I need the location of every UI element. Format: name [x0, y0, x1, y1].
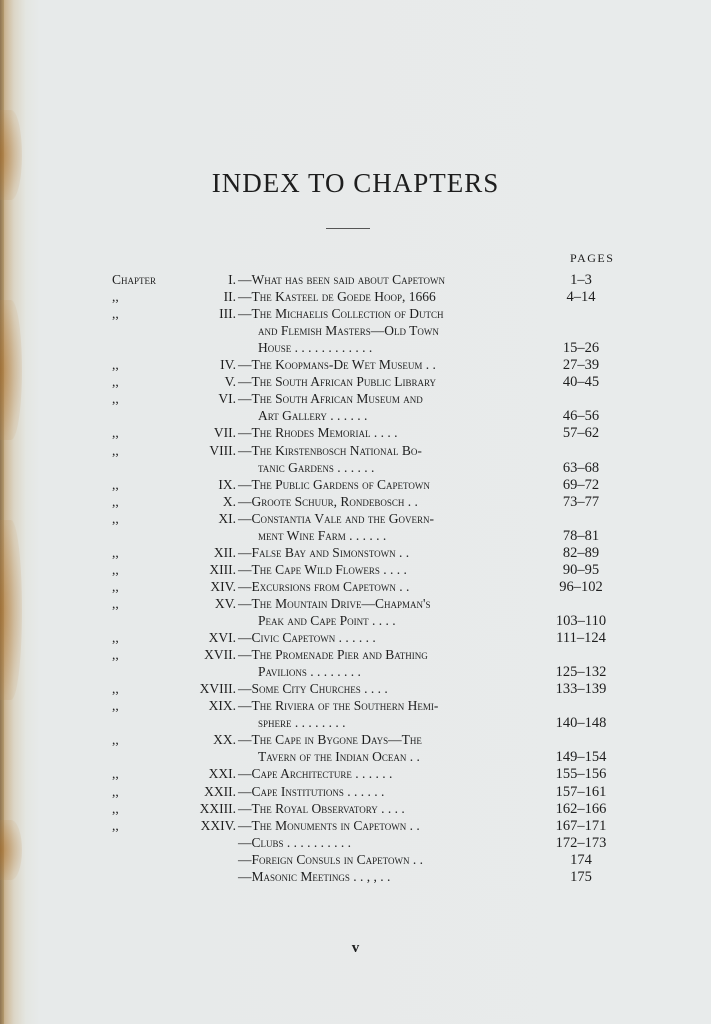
- index-row: [0, 424, 711, 442]
- chapter-number: XIX.: [208, 698, 236, 713]
- chapter-title: —The Rhodes Memorial . . . .: [238, 425, 398, 440]
- chapter-number: XIII.: [209, 562, 236, 577]
- index-row: [0, 288, 711, 306]
- row-lead: ,,: [112, 443, 119, 458]
- page-range: 46–56: [562, 408, 600, 424]
- index-row: [0, 459, 711, 477]
- chapter-title: —False Bay and Simonstown . .: [238, 545, 410, 560]
- row-lead: ,,: [112, 766, 119, 781]
- index-row: [0, 510, 711, 528]
- chapter-number: X.: [222, 494, 236, 509]
- row-lead: ,,: [112, 425, 119, 440]
- chapter-title: —Masonic Meetings . . , , . .: [238, 869, 391, 884]
- chapter-title-continued: House . . . . . . . . . . . .: [258, 340, 373, 355]
- chapter-title: —The Koopmans-De Wet Museum . .: [238, 357, 436, 372]
- chapter-number: VI.: [218, 391, 236, 406]
- page-range: 175: [570, 869, 592, 885]
- page-range: 155–156: [555, 766, 607, 782]
- chapter-title: —The Promenade Pier and Bathing: [238, 647, 428, 662]
- chapter-title: —The Public Gardens of Capetown: [238, 477, 430, 492]
- page-range: 78–81: [562, 528, 600, 544]
- chapter-title: —The Michaelis Collection of Dutch: [238, 306, 444, 321]
- page-range: 90–95: [562, 562, 600, 578]
- index-row: [0, 373, 711, 391]
- index-row: [0, 765, 711, 783]
- chapter-title-continued: Tavern of the Indian Ocean . .: [258, 749, 420, 764]
- chapter-number: VIII.: [209, 443, 236, 458]
- chapter-title-continued: Art Gallery . . . . . .: [258, 408, 368, 423]
- chapter-title-continued: sphere . . . . . . . .: [258, 715, 346, 730]
- index-row: [0, 305, 711, 323]
- row-lead: ,,: [112, 596, 119, 611]
- row-lead: ,,: [112, 630, 119, 645]
- row-lead: ,,: [112, 391, 119, 406]
- page-range: 111–124: [556, 630, 606, 646]
- page-range: 73–77: [562, 494, 600, 510]
- page-range: 140–148: [555, 715, 607, 731]
- index-row: [0, 442, 711, 460]
- page-range: 1–3: [570, 272, 592, 288]
- page-range: 125–132: [555, 664, 607, 680]
- index-row: [0, 407, 711, 425]
- chapter-title: —The Kirstenbosch National Bo-: [238, 443, 422, 458]
- chapter-number: IV.: [220, 357, 236, 372]
- index-row: [0, 612, 711, 630]
- index-row: [0, 663, 711, 681]
- page-range: 167–171: [555, 818, 607, 834]
- page-range: 172–173: [555, 835, 607, 851]
- chapter-title: —Civic Capetown . . . . . .: [238, 630, 376, 645]
- page-range: 82–89: [562, 545, 600, 561]
- page-range: 63–68: [562, 460, 600, 476]
- row-lead: ,,: [112, 357, 119, 372]
- page-range: 157–161: [555, 784, 607, 800]
- row-lead: ,,: [112, 732, 119, 747]
- chapter-number: III.: [219, 306, 236, 321]
- page-range: 149–154: [555, 749, 607, 765]
- row-lead: ,,: [112, 784, 119, 799]
- page-range: 174: [570, 852, 592, 868]
- row-lead: ,,: [112, 374, 119, 389]
- row-lead: ,,: [112, 818, 119, 833]
- chapter-title: —The South African Museum and: [238, 391, 423, 406]
- chapter-number: XVIII.: [199, 681, 236, 696]
- page-range: 96–102: [559, 579, 603, 595]
- row-lead: ,,: [112, 477, 119, 492]
- chapter-title: —Constantia Vale and the Govern-: [238, 511, 435, 526]
- chapter-number: XIV.: [210, 579, 236, 594]
- index-row: [0, 356, 711, 374]
- row-lead: ,,: [112, 494, 119, 509]
- index-row: [0, 476, 711, 494]
- chapter-number: XXI.: [208, 766, 236, 781]
- title-divider: [326, 228, 370, 229]
- chapter-title: —Cape Architecture . . . . . .: [238, 766, 393, 781]
- chapter-number: XVII.: [204, 647, 236, 662]
- index-row: [0, 322, 711, 340]
- chapter-number: IX.: [218, 477, 236, 492]
- row-lead: ,,: [112, 801, 119, 816]
- row-lead: ,,: [112, 579, 119, 594]
- row-lead: ,,: [112, 511, 119, 526]
- chapter-number: XXII.: [204, 784, 236, 799]
- row-lead: ,,: [112, 681, 119, 696]
- chapter-title: —Groote Schuur, Rondebosch . .: [238, 494, 418, 509]
- page-range: 133–139: [555, 681, 607, 697]
- page-title: INDEX TO CHAPTERS: [211, 168, 500, 198]
- index-row: [0, 527, 711, 545]
- index-row: [0, 800, 711, 818]
- chapter-title: —The Kasteel de Goede Hoop, 1666: [238, 289, 436, 304]
- index-row: [0, 748, 711, 766]
- chapter-title: —The Cape Wild Flowers . . . .: [238, 562, 407, 577]
- index-row: [0, 595, 711, 613]
- chapter-title-continued: and Flemish Masters—Old Town: [258, 323, 439, 338]
- index-row: [0, 851, 711, 869]
- chapter-title: —Clubs . . . . . . . . . .: [238, 835, 352, 850]
- index-row: [0, 731, 711, 749]
- chapter-title-continued: tanic Gardens . . . . . .: [258, 460, 375, 475]
- page-range: 15–26: [562, 340, 600, 356]
- row-lead: ,,: [112, 562, 119, 577]
- chapter-title-continued: Peak and Cape Point . . . .: [258, 613, 396, 628]
- page-range: 4–14: [566, 289, 596, 305]
- chapter-title-continued: ment Wine Farm . . . . . .: [258, 528, 387, 543]
- chapter-number: II.: [223, 289, 236, 304]
- chapter-title: —The Riviera of the Southern Hemi-: [238, 698, 439, 713]
- chapter-number: XVI.: [208, 630, 236, 645]
- index-row: [0, 578, 711, 596]
- row-lead: ,,: [112, 289, 119, 304]
- index-row: [0, 868, 711, 886]
- index-row: [0, 834, 711, 852]
- chapter-title: —The South African Public Library: [238, 374, 437, 389]
- index-row: [0, 493, 711, 511]
- pages-column-header: PAGES: [570, 251, 615, 265]
- chapter-number: XX.: [213, 732, 236, 747]
- index-row: [0, 697, 711, 715]
- index-row: [0, 390, 711, 408]
- index-row: [0, 783, 711, 801]
- chapter-title: —Foreign Consuls in Capetown . .: [238, 852, 423, 867]
- page-number: v: [351, 940, 360, 956]
- index-row: [0, 271, 711, 289]
- index-row: [0, 817, 711, 835]
- chapter-title: —Some City Churches . . . .: [238, 681, 388, 696]
- index-row: [0, 714, 711, 732]
- chapter-number: V.: [224, 374, 236, 389]
- chapter-number: XXIV.: [200, 818, 236, 833]
- chapter-title: —Cape Institutions . . . . . .: [238, 784, 385, 799]
- page-range: 103–110: [555, 613, 607, 629]
- index-row: [0, 544, 711, 562]
- page-range: 69–72: [562, 477, 600, 493]
- row-lead: ,,: [112, 698, 119, 713]
- chapter-number: I.: [228, 272, 236, 287]
- index-row: [0, 561, 711, 579]
- chapter-title: —The Royal Observatory . . . .: [238, 801, 405, 816]
- index-row: [0, 629, 711, 647]
- row-lead: ,,: [112, 545, 119, 560]
- chapter-number: VII.: [213, 425, 236, 440]
- index-row: [0, 680, 711, 698]
- chapter-title-continued: Pavilions . . . . . . . .: [258, 664, 361, 679]
- index-row: [0, 646, 711, 664]
- row-lead: ,,: [112, 647, 119, 662]
- row-lead: ,,: [112, 306, 119, 321]
- chapter-number: XI.: [218, 511, 236, 526]
- page-range: 27–39: [562, 357, 600, 373]
- page-range: 162–166: [555, 801, 607, 817]
- chapter-number: XXIII.: [199, 801, 236, 816]
- page-range: 57–62: [562, 425, 600, 441]
- page-range: 40–45: [562, 374, 600, 390]
- chapter-number: XV.: [214, 596, 236, 611]
- chapter-title: —The Mountain Drive—Chapman's: [238, 596, 431, 611]
- chapter-number: XII.: [213, 545, 236, 560]
- chapter-title: —The Cape in Bygone Days—The: [238, 732, 422, 747]
- chapter-title: —What has been said about Capetown: [238, 272, 445, 287]
- chapter-title: —Excursions from Capetown . .: [238, 579, 410, 594]
- row-lead: Chapter: [112, 272, 157, 287]
- index-row: [0, 339, 711, 357]
- chapter-title: —The Monuments in Capetown . .: [238, 818, 420, 833]
